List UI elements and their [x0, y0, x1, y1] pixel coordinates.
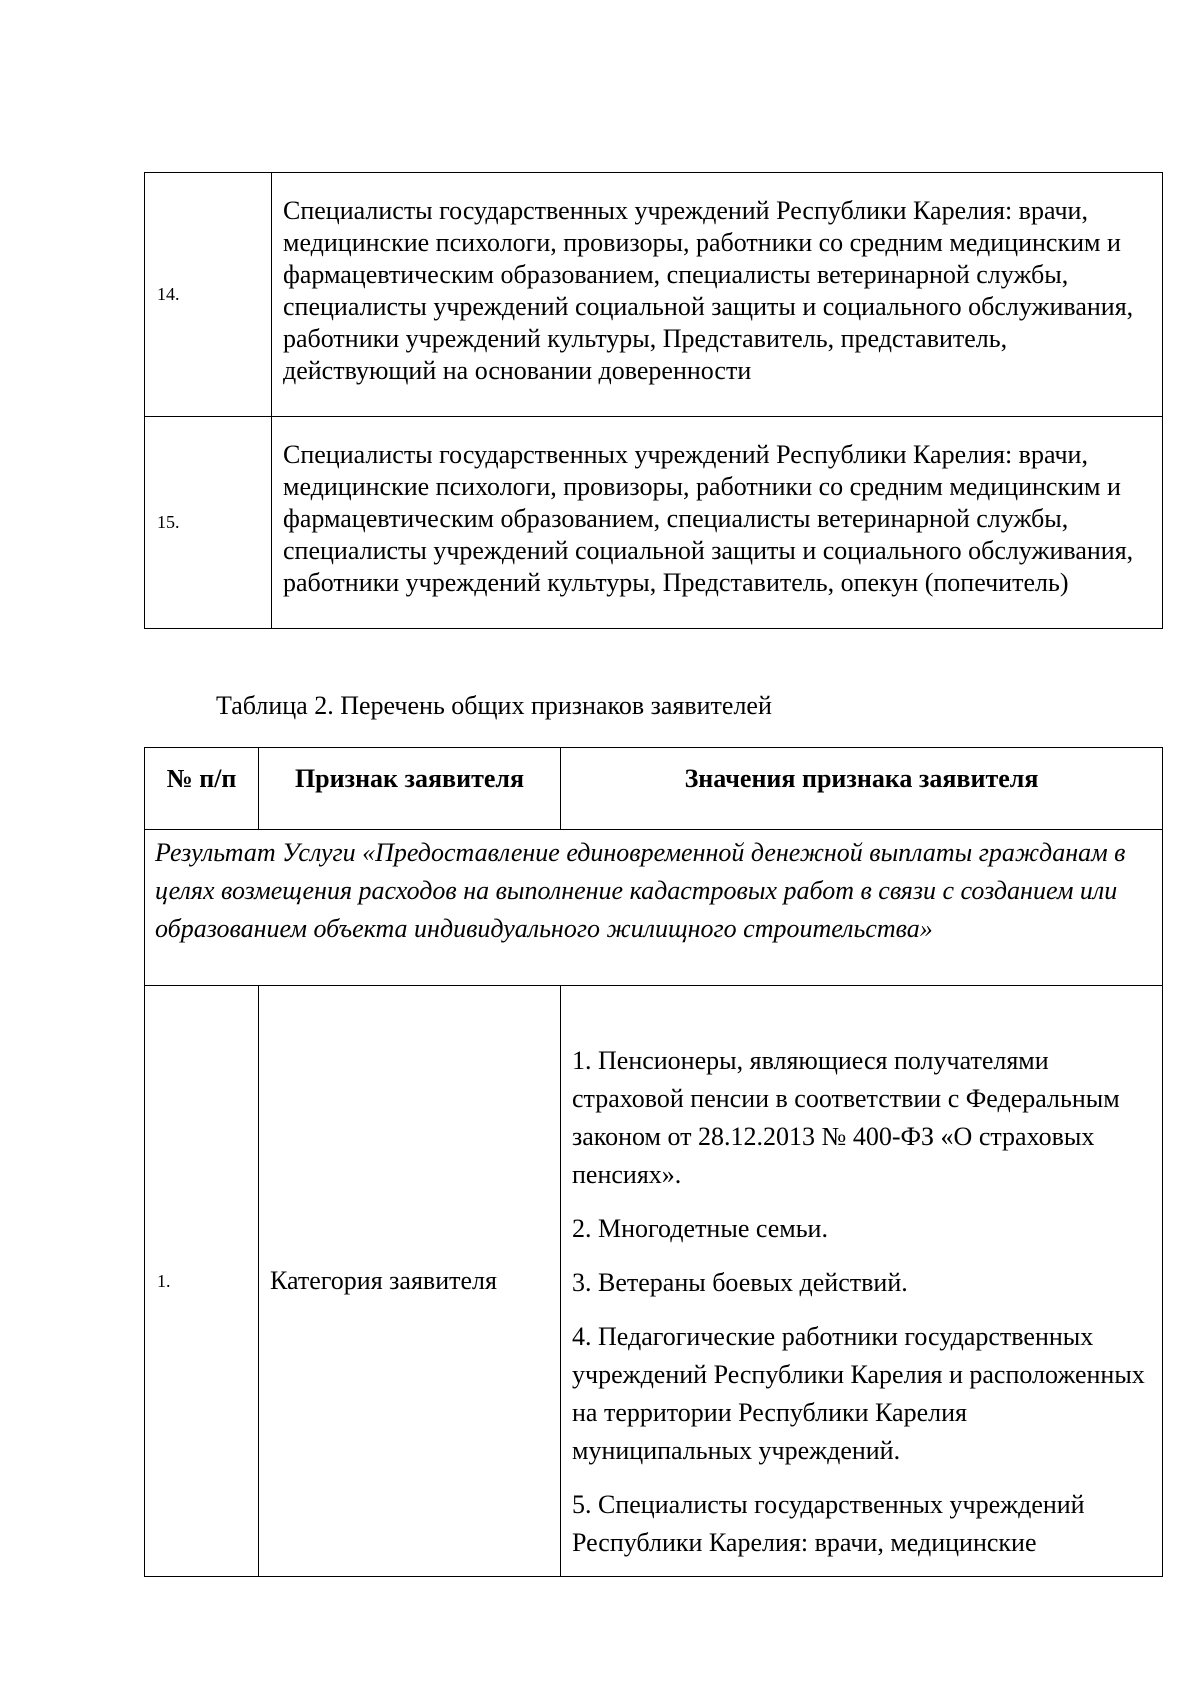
table-row — [145, 986, 1163, 1577]
header-number: № п/п — [145, 748, 259, 830]
header-values: Значения признака заявителя — [561, 748, 1163, 830]
table-header-row — [145, 748, 1163, 830]
row-text: Специалисты государственных учреждений Республики Карелия: врачи, медицинские психологи, провизоры, работники со средним медицинским и фармацевтическим образованием, специалисты ветеринарной службы, специалисты учреждений социальной защиты и социального обслуживания, работники учреждений культуры, Представитель, опекун (попечитель) — [272, 417, 1163, 629]
row-text: Специалисты государственных учреждений Республики Карелия: врачи, медицинские психологи, провизоры, работники со средним медицинским и фармацевтическим образованием, специалисты ветеринарной службы, специалисты учреждений социальной защиты и социального обслуживания, работники учреждений культуры, Представитель, представитель, действующий на основании доверенности — [272, 173, 1163, 417]
row-number: 1. — [145, 986, 259, 1577]
attribute-values — [561, 986, 1163, 1577]
attribute-label: Категория заявителя — [259, 986, 561, 1577]
applicants-table-continuation — [144, 172, 1163, 629]
applicant-attributes-table — [144, 747, 1163, 1577]
row-number: 15. — [145, 417, 272, 629]
table-caption: Таблица 2. Перечень общих признаков заявителей — [216, 691, 772, 720]
row-number: 14. — [145, 173, 272, 417]
section-row — [145, 830, 1163, 986]
service-result-title: Результат Услуги «Предоставление единовременной денежной выплаты гражданам в целях возмещения расходов на выполнение кадастровых работ в связи с созданием или образованием объекта индивидуального жилищного строительства» — [145, 830, 1163, 986]
value-item: 1. Пенсионеры, являющиеся получателями страховой пенсии в соответствии с Федеральным законом от 28.12.2013 № 400-ФЗ «О страховых пенсиях». — [572, 1046, 1120, 1189]
value-item: 2. Многодетные семьи. — [572, 1214, 828, 1243]
table-row — [145, 173, 1163, 417]
header-attribute: Признак заявителя — [259, 748, 561, 830]
value-item: 4. Педагогические работники государственных учреждений Республики Карелия и расположенных на территории Республики Карелия муниципальных учреждений. — [572, 1322, 1145, 1465]
value-item: 5. Специалисты государственных учреждений Республики Карелия: врачи, медицинские — [572, 1490, 1085, 1557]
table-row — [145, 417, 1163, 629]
value-item: 3. Ветераны боевых действий. — [572, 1268, 908, 1297]
